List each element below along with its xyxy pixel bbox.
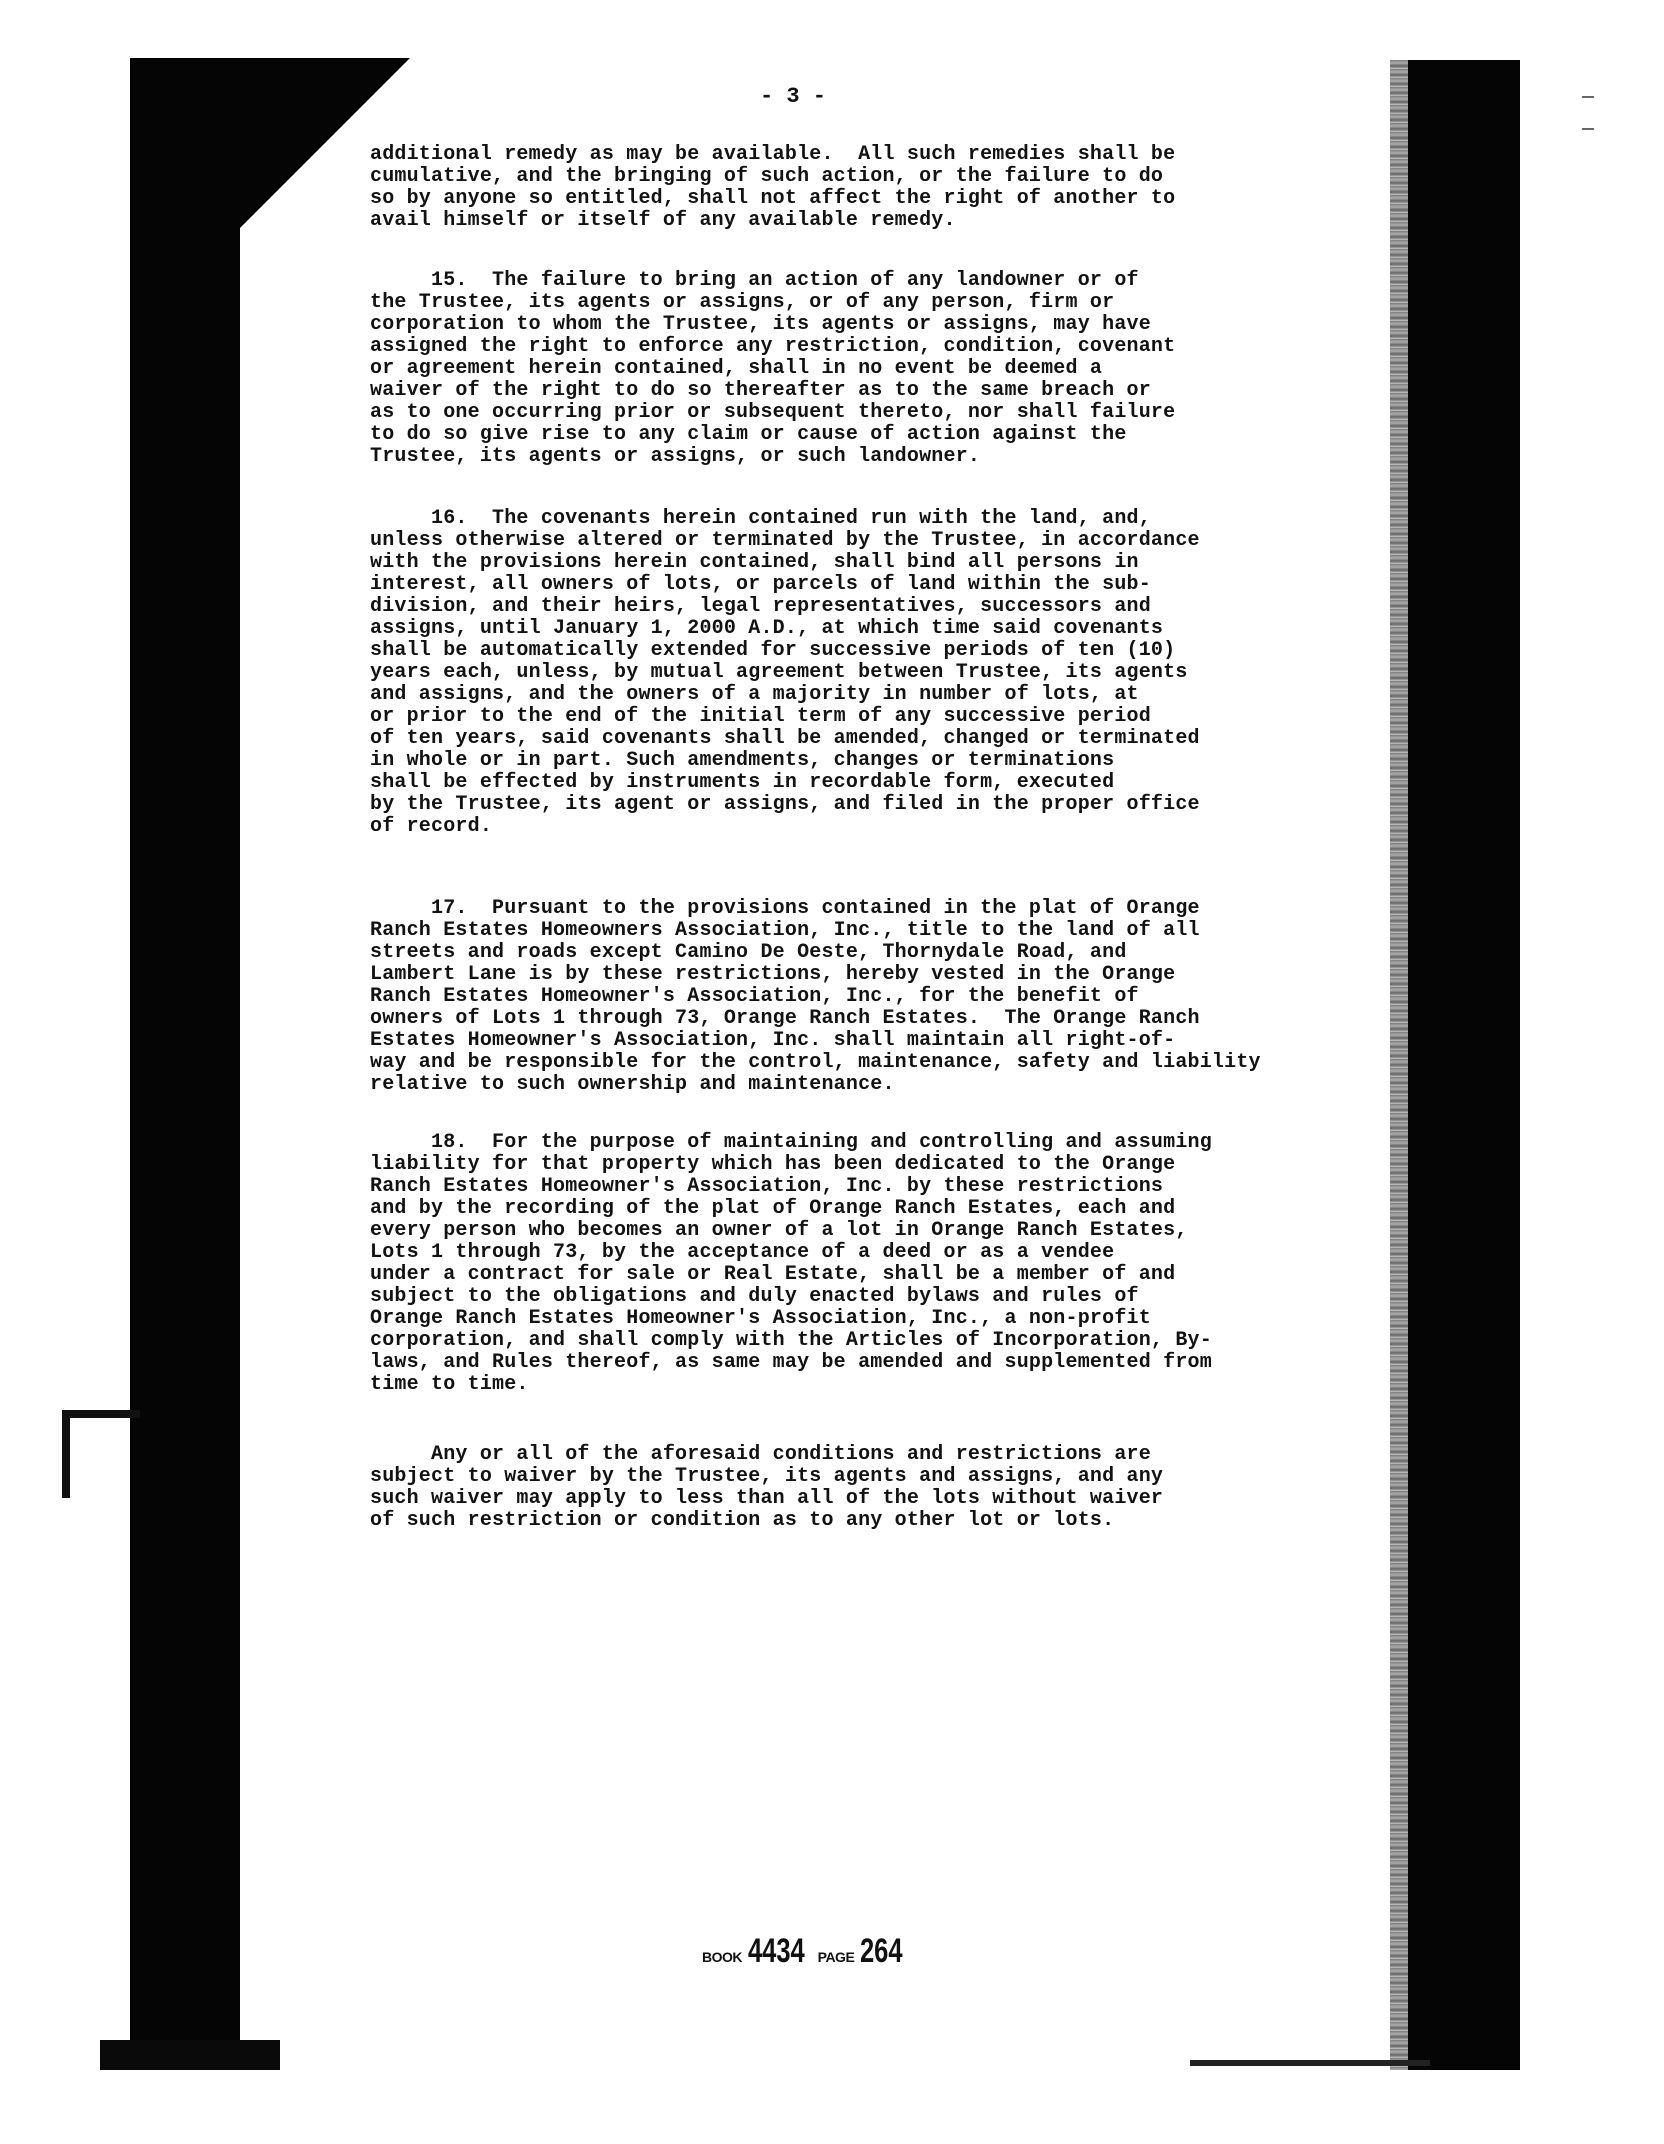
scan-edge-marks <box>1582 96 1594 130</box>
paragraph-waiver: Any or all of the aforesaid conditions and restrictions are subject to waiver by the Trustee, its agents and assigns, and any such waiver may apply to less than all of the lots without waiver of such restriction or condition as to any other lot or lots. <box>370 1443 1164 1532</box>
paragraph-continuation: additional remedy as may be available. All such remedies shall be cumulative, and the bringing of such action, or the failure to do so by anyone so entitled, shall not affect the right of another to avail himself or itself of any available remedy. <box>370 143 1176 232</box>
page-label: PAGE <box>817 1949 855 1965</box>
scan-border-right <box>1408 60 1520 2070</box>
paragraph-16: 16. The covenants herein contained run with the land, and, unless otherwise altered or terminated by the Trustee, in accordance with the provisions herein contained, shall bind all persons in interest, all owners of lots, or parcels of land within the sub- division, and their heirs, legal representatives, successors and assigns, until January 1, 2000 A.D., at which time said covenants shall be automatically extended for successive periods of ten (10) years each, unless, by mutual agreement between Trustee, its agents and assigns, and the owners of a majority in number of lots, at or prior to the end of the initial term of any successive period of ten years, said covenants shall be amended, changed or terminated in whole or in part. Such amendments, changes or terminations shall be effected by instruments in recordable form, executed by the Trustee, its agent or assigns, and filed in the proper office of record. <box>370 507 1200 838</box>
paragraph-17: 17. Pursuant to the provisions contained in the plat of Orange Ranch Estates Homeowners Association, Inc., title to the land of all streets and roads except Camino De Oeste, Thornydale Road, and Lambert Lane is by these restrictions, hereby vested in the Orange Ranch Estates Homeowner's Association, Inc., for the benefit of owners of Lots 1 through 73, Orange Ranch Estates. The Orange Ranch Estates Homeowner's Association, Inc. shall maintain all right-of- way and be responsible for the control, maintenance, safety and liability relative to such ownership and maintenance. <box>370 897 1261 1096</box>
paragraph-18: 18. For the purpose of maintaining and controlling and assuming liability for that property which has been dedicated to the Orange Ranch Estates Homeowner's Association, Inc. by these restrictions and by the recording of the plat of Orange Ranch Estates, each and every person who becomes an owner of a lot in Orange Ranch Estates, Lots 1 through 73, by the acceptance of a deed or as a vendee under a contract for sale or Real Estate, shall be a member of and subject to the obligations and duly enacted bylaws and rules of Orange Ranch Estates Homeowner's Association, Inc., a non-profit corporation, and shall comply with the Articles of Incorporation, By- laws, and Rules thereof, as same may be amended and supplemented from time to time. <box>370 1131 1212 1396</box>
scan-border-left <box>130 58 240 2068</box>
paragraph-15: 15. The failure to bring an action of any landowner or of the Trustee, its agents or assigns, or of any person, firm or corporation to whom the Trustee, its agents or assigns, may have assigned the right to enforce any restriction, condition, covenant or agreement herein contained, shall in no event be deemed a waiver of the right to do so thereafter as to the same breach or as to one occurring prior or subsequent thereto, nor shall failure to do so give rise to any claim or cause of action against the Trustee, its agents or assigns, or such landowner. <box>370 269 1176 468</box>
book-number: 4434 <box>748 1932 805 1970</box>
page-ref-number: 264 <box>860 1932 903 1970</box>
scan-bracket-mark <box>62 1410 140 1498</box>
book-label: BOOK <box>702 1949 742 1965</box>
book-page-stamp <box>702 1932 905 1971</box>
scan-bottom-line <box>1190 2060 1430 2066</box>
scan-smudge <box>100 2040 280 2070</box>
page-number: - 3 - <box>760 84 827 109</box>
